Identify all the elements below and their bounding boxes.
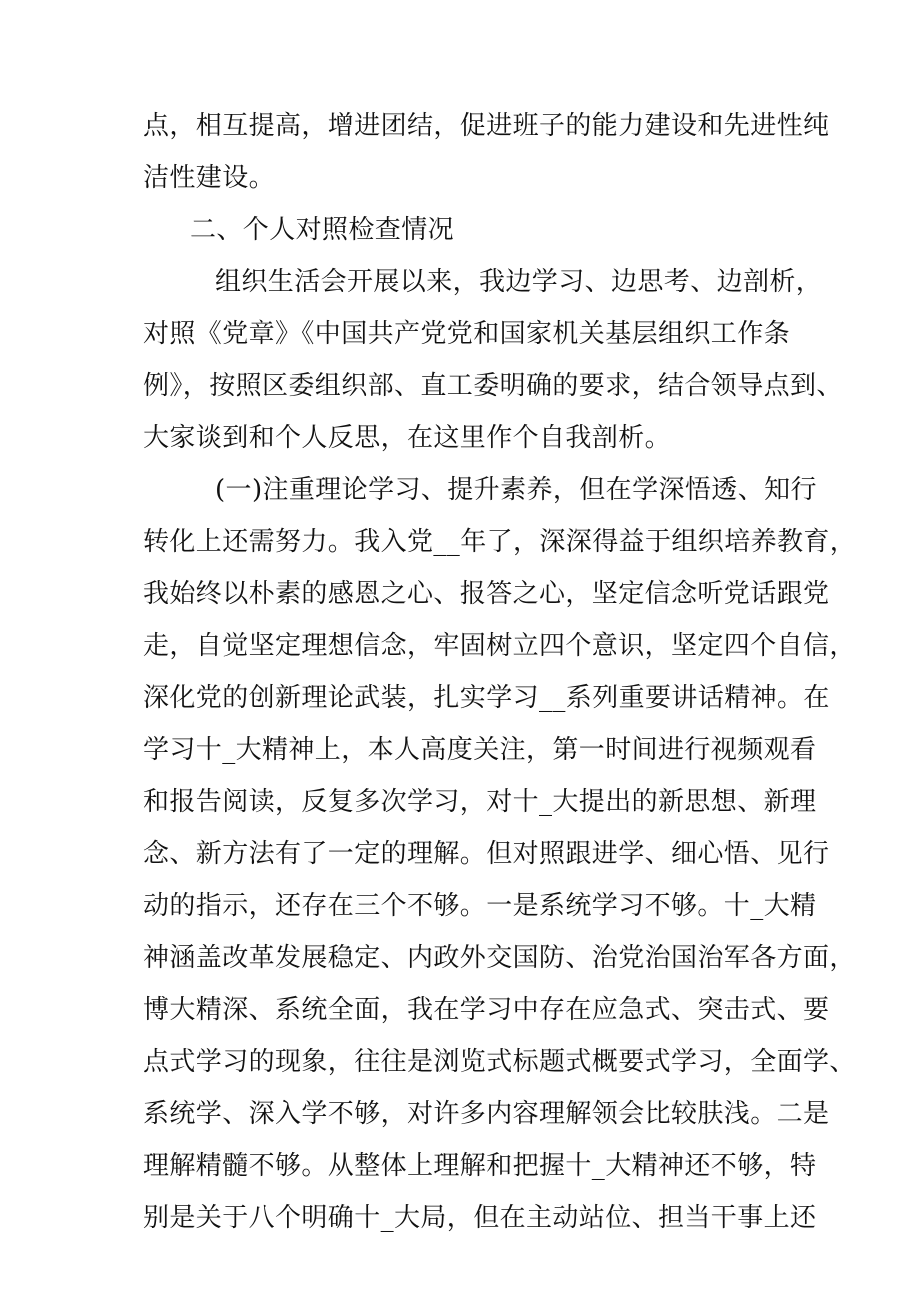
subsection-heading-line: (一)注重理论学习、提升素养，但在学深悟透、知行 — [215, 475, 817, 505]
paragraph-line: 理解精髓不够。从整体上理解和把握十_大精神还不够，特 — [143, 1151, 817, 1181]
paragraph-line: 动的指示，还存在三个不够。一是系统学习不够。十_大精 — [143, 891, 817, 921]
paragraph-line: 点，相互提高，增进团结，促进班子的能力建设和先进性纯 — [143, 111, 830, 141]
paragraph-line: 学习十_大精神上，本人高度关注，第一时间进行视频观看 — [143, 735, 817, 765]
paragraph-line: 念、新方法有了一定的理解。但对照跟进学、细心悟、见行 — [143, 839, 830, 869]
paragraph-line: 系统学、深入学不够，对许多内容理解领会比较肤浅。二是 — [143, 1099, 830, 1129]
paragraph-line: 走，自觉坚定理想信念，牢固树立四个意识，坚定四个自信， — [143, 631, 856, 661]
paragraph-line: 深化党的创新理论武装，扎实学习__系列重要讲话精神。在 — [143, 683, 830, 713]
paragraph-line: 对照《党章》《中国共产党党和国家机关基层组织工作条 — [143, 319, 791, 349]
paragraph-line: 神涵盖改革发展稳定、内政外交国防、治党治国治军各方面， — [143, 943, 856, 973]
paragraph-line: 我始终以朴素的感恩之心、报答之心，坚定信念听党话跟党 — [143, 579, 830, 609]
paragraph-line: 例》，按照区委组织部、直工委明确的要求，结合领导点到、 — [143, 371, 843, 401]
paragraph-line: 和报告阅读，反复多次学习，对十_大提出的新思想、新理 — [143, 787, 817, 817]
paragraph-line: 组织生活会开展以来，我边学习、边思考、边剖析， — [215, 267, 823, 297]
paragraph-line: 点式学习的现象，往往是浏览式标题式概要式学习，全面学、 — [143, 1047, 856, 1077]
section-heading: 二、个人对照检查情况 — [190, 215, 455, 245]
paragraph-line: 别是关于八个明确十_大局，但在主动站位、担当干事上还 — [143, 1203, 817, 1233]
paragraph-line: 博大精深、系统全面，我在学习中存在应急式、突击式、要 — [143, 995, 830, 1025]
paragraph-line: 转化上还需努力。我入党__年了，深深得益于组织培养教育， — [143, 527, 857, 557]
paragraph-line: 洁性建设。 — [143, 163, 276, 193]
paragraph-line: 大家谈到和个人反思，在这里作个自我剖析。 — [143, 423, 672, 453]
